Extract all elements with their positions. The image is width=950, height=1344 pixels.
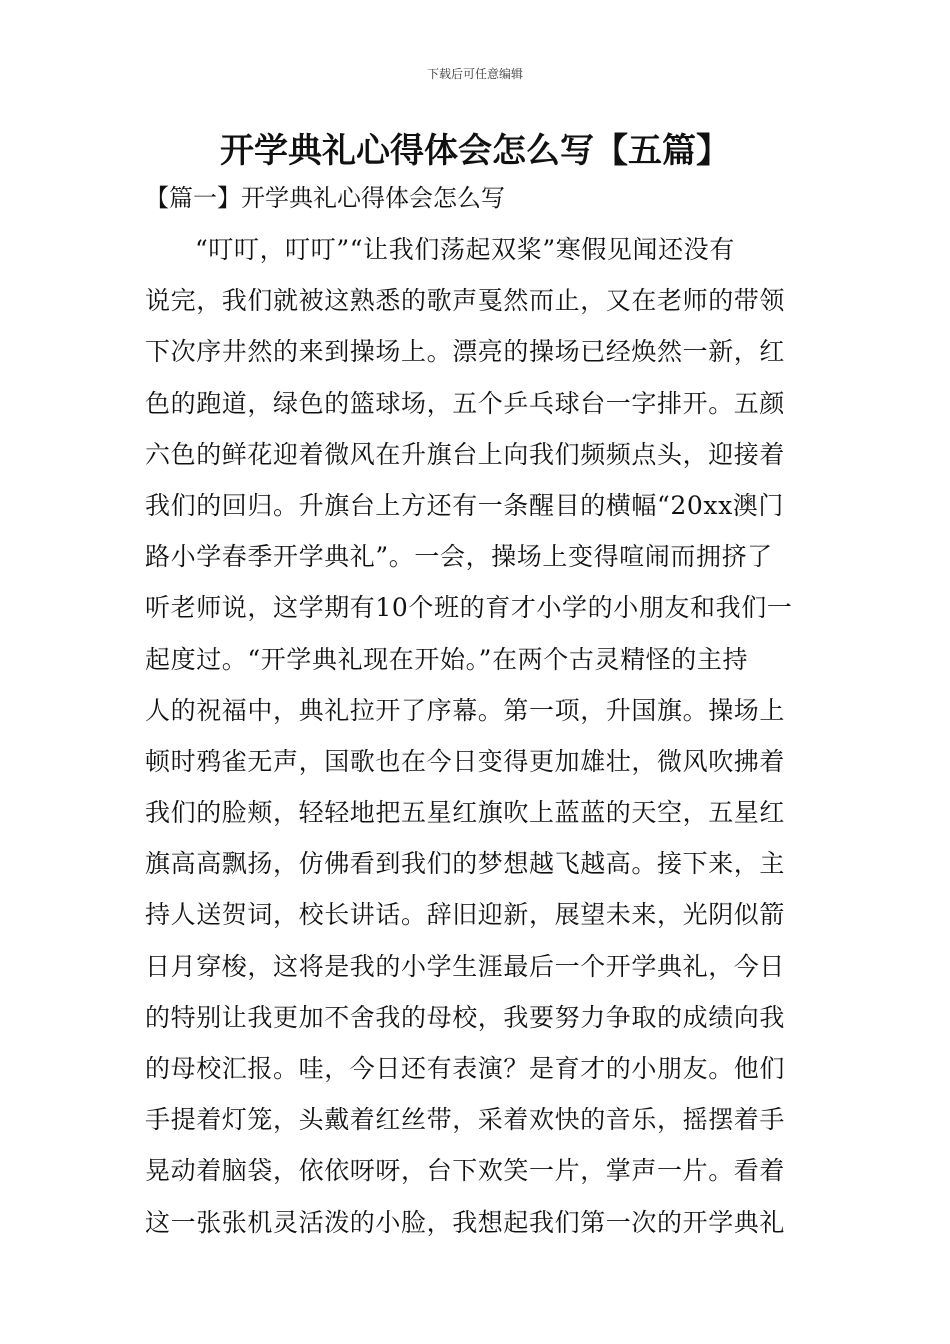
header-note: 下载后可任意编辑: [426, 67, 523, 81]
paragraph-line: 起度过。“开学典礼现在开始。”在两个古灵精怪的主持: [145, 644, 749, 674]
paragraph-line: 日月穿梭，这将是我的小学生涯最后一个开学典礼，今日: [145, 951, 786, 981]
paragraph-line: 旗高高飘扬，仿佛看到我们的梦想越飞越高。接下来，主: [145, 849, 786, 879]
paragraph-line: 手提着灯笼，头戴着红丝带，采着欢快的音乐，摇摆着手: [145, 1105, 786, 1135]
paragraph-line: 色的跑道，绿色的篮球场，五个乒乓球台一字排开。五颜: [145, 388, 786, 418]
paragraph-line: 说完，我们就被这熟悉的歌声戛然而止，又在老师的带领: [145, 286, 786, 316]
paragraph-line: 我们的回归。升旗台上方还有一条醒目的横幅“20xx澳门: [145, 490, 784, 520]
paragraph-line: 人的祝福中，典礼拉开了序幕。第一项，升国旗。操场上: [145, 695, 786, 725]
paragraph-line: “叮叮，叮叮”“让我们荡起双桨”寒假见闻还没有: [195, 235, 735, 264]
paragraph-line: 路小学春季开学典礼”。一会，操场上变得喧闹而拥挤了: [145, 542, 773, 572]
section-heading: 【篇一】开学典礼心得体会怎么写: [145, 184, 505, 212]
paragraph-line: 下次序井然的来到操场上。漂亮的操场已经焕然一新，红: [145, 337, 786, 367]
paragraph-line: 晃动着脑袋，依依呀呀，台下欢笑一片，掌声一片。看着: [145, 1156, 786, 1186]
paragraph-line: 的特别让我更加不舍我的母校，我要努力争取的成绩向我: [145, 1002, 786, 1032]
paragraph-line: 听老师说，这学期有10个班的育才小学的小朋友和我们一: [145, 593, 793, 623]
paragraph-line: 六色的鲜花迎着微风在升旗台上向我们频频点头，迎接着: [145, 439, 786, 469]
paragraph-line: 我们的脸颊，轻轻地把五星红旗吹上蓝蓝的天空，五星红: [145, 798, 786, 828]
document-title: 开学典礼心得体会怎么写【五篇】: [220, 131, 730, 171]
paragraph-line: 的母校汇报。哇，今日还有表演？是育才的小朋友。他们: [145, 1054, 786, 1083]
paragraph-line: 这一张张机灵活泼的小脸，我想起我们第一次的开学典礼: [145, 1207, 786, 1237]
paragraph-line: 顿时鸦雀无声，国歌也在今日变得更加雄壮，微风吹拂着: [145, 746, 786, 776]
paragraph-line: 持人送贺词，校长讲话。辞旧迎新，展望未来，光阴似箭: [145, 900, 786, 930]
body-paragraph: [145, 228, 809, 1252]
